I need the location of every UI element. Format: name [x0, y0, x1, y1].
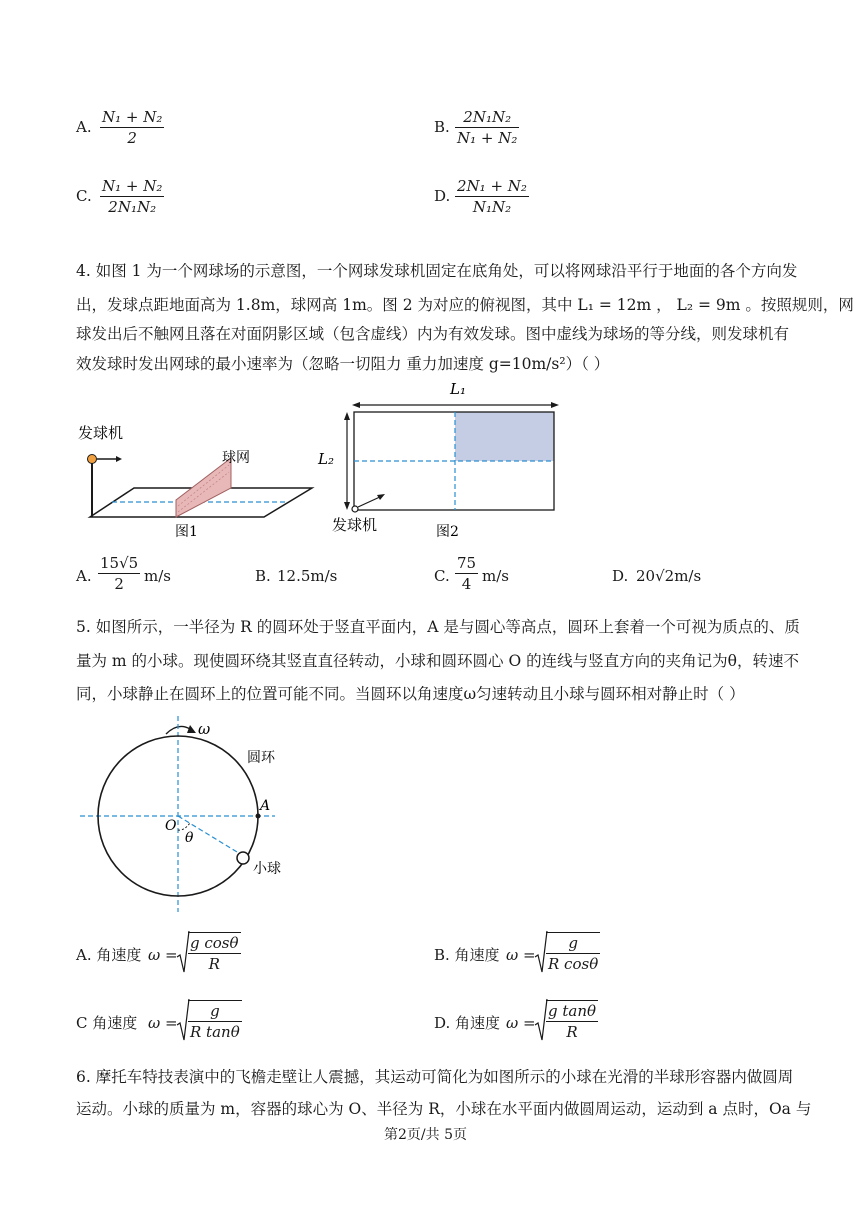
q4-line-4: 效发球时发出网球的最小速率为（忽略一切阻力 重力加速度 g=10m/s²）（ ）: [76, 355, 610, 373]
q5-option-c-omega: ω =: [148, 1014, 178, 1032]
q5-option-b-denominator: R cosθ: [548, 955, 599, 973]
q5-ball-label: 小球: [253, 861, 281, 877]
q3-option-c-denominator: 2N₁N₂: [108, 198, 157, 216]
q4-option-b-value: 12.5m/s: [277, 567, 338, 585]
q4-option-c-fraction: [455, 553, 478, 594]
q5-option-d-numerator: g tanθ: [548, 1002, 597, 1020]
q5-option-c-fraction: [188, 1000, 242, 1042]
q3-option-c-numerator: N₁ + N₂: [102, 177, 163, 195]
q3-option-b-denominator: N₁ + N₂: [457, 129, 518, 147]
q3-option-d-fraction: [455, 176, 529, 217]
q5-option-a-denominator: R: [208, 955, 220, 973]
q5-option-d-fraction: [546, 1000, 598, 1042]
q3-option-d-numerator: 2N₁ + N₂: [457, 177, 527, 195]
q4-option-a-unit: m/s: [144, 567, 171, 585]
q5-option-b-fraction: [546, 932, 600, 974]
q5-option-a-omega: ω =: [148, 946, 178, 964]
q3-option-d-label: D.: [434, 187, 451, 205]
point-a: [256, 814, 261, 819]
q3-option-c-label: C.: [76, 187, 92, 205]
q4-option-c-label: C.: [434, 567, 450, 585]
q3-option-c-fraction: [100, 176, 164, 217]
q4-option-c-numerator: 75: [457, 554, 477, 572]
q4-option-a-numerator: 15√5: [100, 554, 139, 572]
fig2-l2-label: L₂: [318, 450, 334, 468]
q4-option-b-label: B.: [255, 567, 271, 585]
q5-option-a-fraction: [188, 932, 241, 974]
fig1-caption: 图1: [175, 524, 198, 540]
q4-option-d-value: 20√2m/s: [636, 567, 702, 585]
q5-option-d-label: D. 角速度: [434, 1014, 501, 1032]
q3-option-a-denominator: 2: [127, 129, 137, 147]
q4-option-a-fraction: [98, 553, 140, 594]
q5-option-a-label: A. 角速度: [76, 946, 142, 964]
q5-line-1: 5. 如图所示，一半径为 R 的圆环处于竖直平面内，A 是与圆心等高点，圆环上套着一个可视为质点的、质: [76, 618, 800, 636]
fig2-machine-label: 发球机: [332, 516, 378, 534]
q4-option-d-label: D.: [612, 567, 629, 585]
q5-option-d-omega: ω =: [506, 1014, 536, 1032]
q5-option-c-label: C 角速度: [76, 1014, 138, 1032]
q5-a-label: A: [260, 798, 271, 814]
q5-option-b-omega: ω =: [506, 946, 536, 964]
q3-option-a-label: A.: [76, 118, 92, 136]
fig2-l1-label: L₁: [450, 380, 466, 398]
valid-serve-zone: [455, 412, 554, 461]
q4-line-1: 4. 如图 1 为一个网球场的示意图，一个网球发球机固定在底角处，可以将网球沿平行于地面的各个方向发: [76, 262, 798, 280]
small-ball: [237, 852, 249, 864]
q3-option-b-fraction: [455, 107, 519, 148]
page-footer: 第2页/共 5页: [384, 1127, 467, 1143]
q4-option-c-unit: m/s: [482, 567, 509, 585]
q4-option-c-denominator: 4: [461, 575, 472, 593]
q6-line-2: 运动。小球的质量为 m，容器的球心为 O、半径为 R，小球在水平面内做圆周运动，运动到 a 点时，Oa 与: [76, 1100, 812, 1118]
fig2-machine-point: [352, 506, 358, 512]
q3-option-d-denominator: N₁N₂: [472, 198, 512, 216]
q5-ring-label: 圆环: [247, 750, 275, 766]
q3-option-a-numerator: N₁ + N₂: [102, 108, 163, 126]
q5-option-d-denominator: R: [566, 1023, 578, 1041]
q5-option-c-numerator: g: [210, 1002, 220, 1020]
q4-figure-2: [310, 378, 570, 543]
q5-o-label: O: [165, 818, 177, 834]
q6-line-1: 6. 摩托车特技表演中的飞檐走壁让人震撼，其运动可简化为如图所示的小球在光滑的半球形容器内做圆周: [76, 1068, 794, 1086]
q3-option-b-numerator: 2N₁N₂: [463, 108, 512, 126]
q3-option-a-fraction: [100, 107, 164, 148]
q5-option-a-numerator: g cosθ: [190, 934, 239, 952]
q4-option-a-denominator: 2: [114, 575, 124, 593]
fig1-machine-label: 发球机: [78, 424, 124, 442]
q5-line-3: 同，小球静止在圆环上的位置可能不同。当圆环以角速度ω匀速转动且小球与圆环相对静止时（ ）: [76, 685, 745, 703]
q5-line-2: 量为 m 的小球。现使圆环绕其竖直直径转动，小球和圆环圆心 O 的连线与竖直方向的夹角记为θ，转速不: [76, 652, 799, 670]
q5-option-c-denominator: R tanθ: [190, 1023, 240, 1041]
q5-ring-figure: [70, 712, 300, 917]
q5-theta-label: θ: [185, 830, 194, 846]
q4-line-2: 出，发球点距地面高为 1.8m，球网高 1m。图 2 为对应的俯视图，其中 L₁ = 12m ， L₂ = 9m 。按照规则，网: [76, 296, 854, 314]
q5-option-b-label: B. 角速度: [434, 946, 500, 964]
q5-option-b-numerator: g: [568, 934, 578, 952]
machine-ball: [88, 455, 97, 464]
q4-line-3: 球发出后不触网且落在对面阴影区域（包含虚线）内为有效发球。图中虚线为球场的等分线，则发球机有: [76, 325, 790, 343]
q5-omega-label: ω: [198, 720, 211, 738]
q4-option-a-label: A.: [76, 567, 92, 585]
q3-option-b-label: B.: [434, 118, 450, 136]
launch-arrow-head: [116, 456, 122, 462]
fig1-net-label: 球网: [222, 450, 250, 466]
q4-figure-1: [70, 420, 320, 542]
fig2-caption: 图2: [436, 524, 459, 540]
